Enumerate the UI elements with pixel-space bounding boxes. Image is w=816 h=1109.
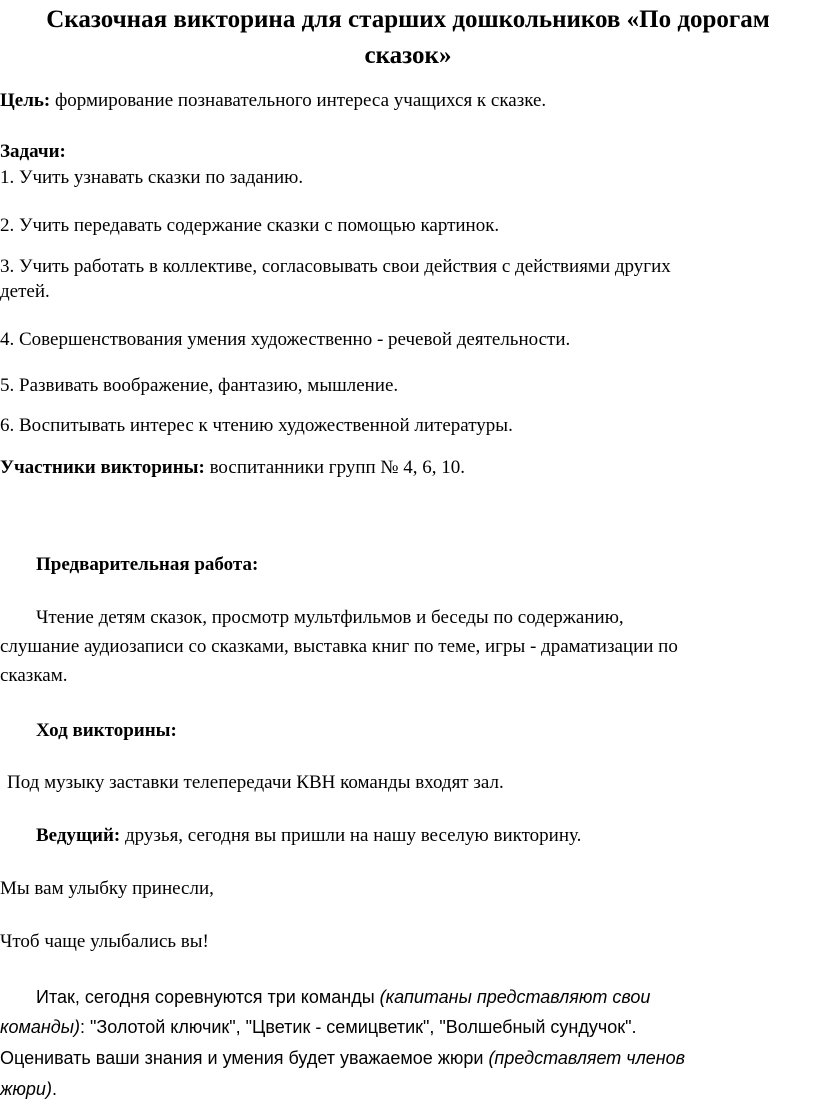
closing-line-1	[36, 984, 650, 1011]
preparation-heading: Предварительная работа:	[36, 554, 259, 575]
closing-line-4	[0, 1076, 57, 1103]
host-label: Ведущий:	[36, 825, 121, 846]
goal-text: формирование познавательного интереса учащихся к сказке.	[50, 90, 547, 111]
closing-text-1: Итак, сегодня соревнуются три команды	[36, 987, 380, 1007]
course-heading: Ход викторины:	[36, 720, 177, 741]
task-item-4: 4. Совершенствования умения художественно - речевой деятельности.	[0, 329, 571, 350]
host-text: друзья, сегодня вы пришли на нашу веселую викторину.	[120, 825, 582, 846]
task-item-3-continued: детей.	[0, 281, 50, 302]
participants-paragraph	[0, 454, 465, 481]
closing-italic-1: (капитаны представляют свои	[379, 987, 651, 1007]
preparation-line-3: сказкам.	[0, 665, 68, 686]
closing-italic-3: (представляет членов	[488, 1048, 686, 1068]
course-intro: Под музыку заставки телепередачи КВН команды входят зал.	[7, 772, 504, 793]
goal-label: Цель:	[0, 90, 51, 111]
title-line-2: сказок»	[364, 42, 452, 69]
task-item-3: 3. Учить работать в коллективе, согласовывать свои действия с действиями других	[0, 256, 671, 277]
title-line-1: Сказочная викторина для старших дошкольников «По дорогам	[46, 6, 770, 33]
host-paragraph	[36, 822, 581, 849]
closing-italic-4: жюри)	[0, 1079, 52, 1099]
tasks-heading: Задачи:	[0, 141, 66, 162]
closing-italic-2: команды)	[0, 1017, 80, 1037]
task-item-1: 1. Учить узнавать сказки по заданию.	[0, 167, 304, 188]
poem-line-2: Чтоб чаще улыбались вы!	[0, 931, 209, 952]
task-item-6: 6. Воспитывать интерес к чтению художественной литературы.	[0, 415, 513, 436]
closing-text-4: .	[51, 1079, 57, 1099]
closing-text-2: : "Золотой ключик", "Цветик - семицветик", "Волшебный сундучок".	[79, 1017, 637, 1037]
participants-text: воспитанники групп № 4, 6, 10.	[204, 457, 466, 478]
closing-text-3: Оценивать ваши знания и умения будет уважаемое жюри	[0, 1048, 489, 1068]
participants-label: Участники викторины:	[0, 457, 205, 478]
preparation-line-2: слушание аудиозаписи со сказками, выставка книг по теме, игры - драматизации по	[0, 636, 678, 657]
document-title	[0, 2, 816, 74]
poem-line-1: Мы вам улыбку принесли,	[0, 878, 214, 899]
preparation-line-1: Чтение детям сказок, просмотр мультфильмов и беседы по содержанию,	[36, 607, 624, 628]
task-item-2: 2. Учить передавать содержание сказки с помощью картинок.	[0, 215, 500, 236]
closing-line-2	[0, 1014, 637, 1041]
closing-line-3	[0, 1045, 685, 1072]
task-item-5: 5. Развивать воображение, фантазию, мышление.	[0, 375, 399, 396]
goal-paragraph	[0, 87, 546, 114]
